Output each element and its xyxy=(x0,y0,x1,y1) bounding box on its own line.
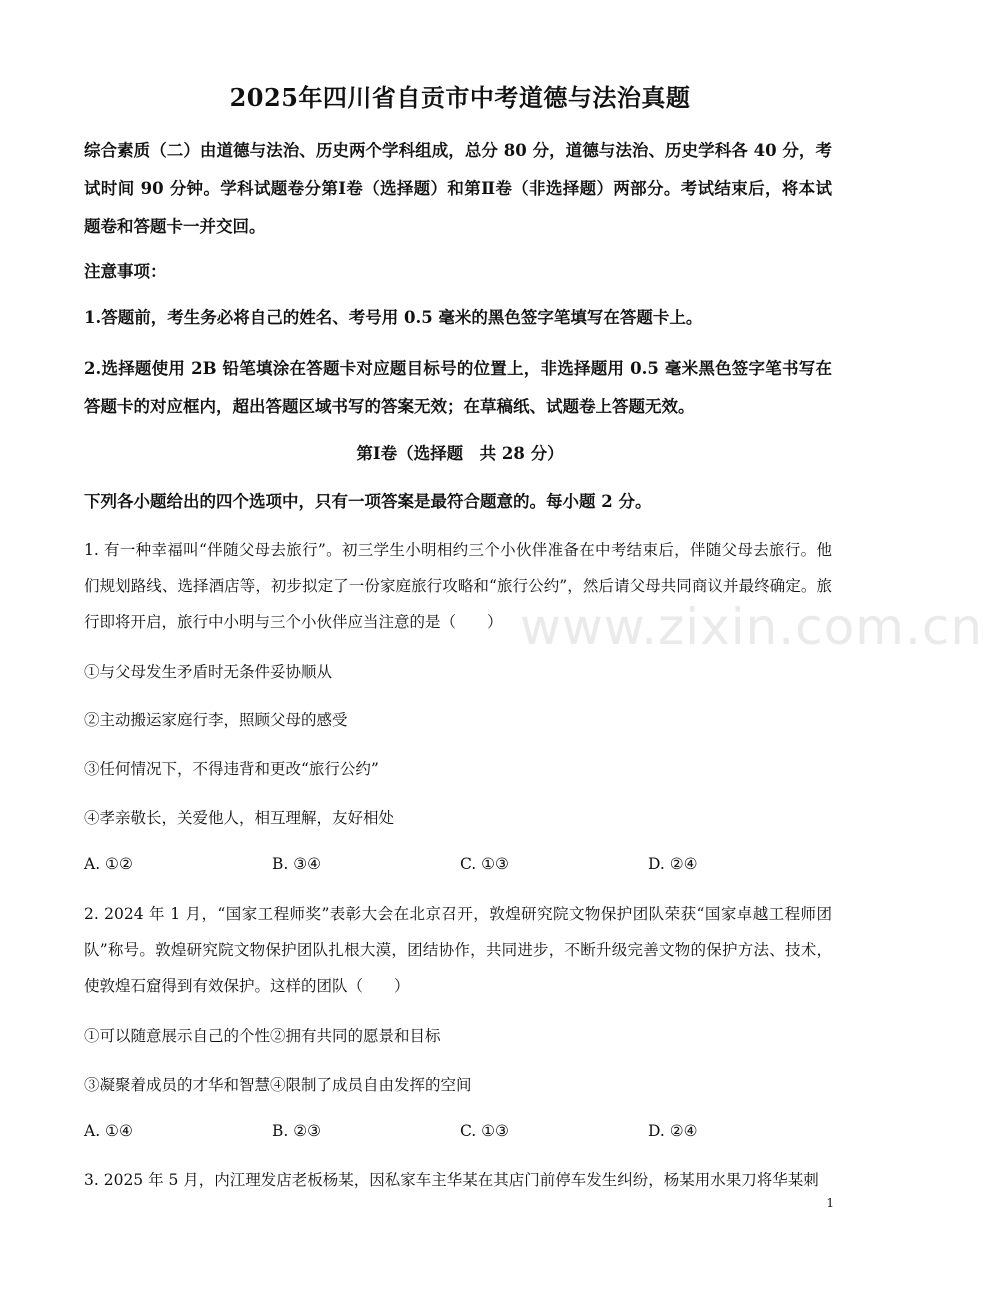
question-1-choice-c[interactable]: C. ①③ xyxy=(460,855,509,873)
document-title: 2025年四川省自贡市中考道德与法治真题 xyxy=(229,83,691,112)
question-2-choice-c[interactable]: C. ①③ xyxy=(460,1122,509,1140)
question-3-stem: 3. 2025 年 5 月，内江理发店老板杨某，因私家车主华某在其店门前停车发生纠纷，杨某用水果刀将华某刺 xyxy=(84,1171,819,1189)
question-1-choices xyxy=(84,855,844,879)
question-2-choice-d[interactable]: D. ②④ xyxy=(648,1122,698,1140)
question-2-statement-2: ③凝聚着成员的才华和智慧④限制了成员自由发挥的空间 xyxy=(84,1076,472,1094)
section-instruction: 下列各小题给出的四个选项中，只有一项答案是最符合题意的。每小题 2 分。 xyxy=(84,492,652,511)
question-1-choice-b[interactable]: B. ③④ xyxy=(272,855,322,873)
page-number: 1 xyxy=(826,1196,834,1210)
question-1-choice-d[interactable]: D. ②④ xyxy=(648,855,698,873)
question-1-stem: 1. 有一种幸福叫“伴随父母去旅行”。初三学生小明相约三个小伙伴准备在中考结束后，伴随父母去旅行。他们规划路线、选择酒店等，初步拟定了一份家庭旅行攻略和“旅行公约”，然后请父母共同商议并最终确定。旅行即将开启，旅行中小明与三个小伙伴应当注意的是（ ） xyxy=(84,541,832,631)
question-2-choices xyxy=(84,1122,844,1146)
question-2-stem: 2. 2024 年 1 月，“国家工程师奖”表彰大会在北京召开，敦煌研究院文物保护团队荣获“国家卓越工程师团队”称号。敦煌研究院文物保护团队扎根大漠，团结协作，共同进步，不断升级完善文物的保护方法、技术，使敦煌石窟得到有效保护。这样的团队（ ） xyxy=(84,905,832,995)
notice-heading: 注意事项： xyxy=(84,262,167,281)
question-2-choice-a[interactable]: A. ①④ xyxy=(84,1122,133,1140)
question-1-statement-3: ③任何情况下，不得违背和更改“旅行公约” xyxy=(84,760,379,778)
question-1-choice-a[interactable]: A. ①② xyxy=(84,855,133,873)
question-2-choice-b[interactable]: B. ②③ xyxy=(272,1122,322,1140)
notice-item-2: 2.选择题使用 2B 铅笔填涂在答题卡对应题目标号的位置上，非选择题用 0.5 毫米黑色签字笔书写在答题卡的对应框内，超出答题区域书写的答案无效；在草稿纸、试题卷上答题无效。 xyxy=(84,359,832,416)
notice-item-1: 1.答题前，考生务必将自己的姓名、考号用 0.5 毫米的黑色签字笔填写在答题卡上。 xyxy=(84,308,703,327)
question-2-statement-1: ①可以随意展示自己的个性②拥有共同的愿景和目标 xyxy=(84,1027,441,1045)
watermark: www.zixin.com.cn xyxy=(520,598,983,656)
question-1-statement-4: ④孝亲敬长，关爱他人，相互理解，友好相处 xyxy=(84,809,395,827)
question-1-statement-2: ②主动搬运家庭行李，照顾父母的感受 xyxy=(84,711,348,729)
exam-intro: 综合素质（二）由道德与法治、历史两个学科组成，总分 80 分，道德与法治、历史学科各 40 分，考试时间 90 分钟。学科试题卷分第Ⅰ卷（选择题）和第Ⅱ卷（非选择题）两部分。考试结束后，将本试题卷和答题卡一并交回。 xyxy=(84,141,832,236)
question-1-statement-1: ①与父母发生矛盾时无条件妥协顺从 xyxy=(84,663,333,681)
section-heading: 第Ⅰ卷（选择题 共 28 分） xyxy=(356,444,564,463)
